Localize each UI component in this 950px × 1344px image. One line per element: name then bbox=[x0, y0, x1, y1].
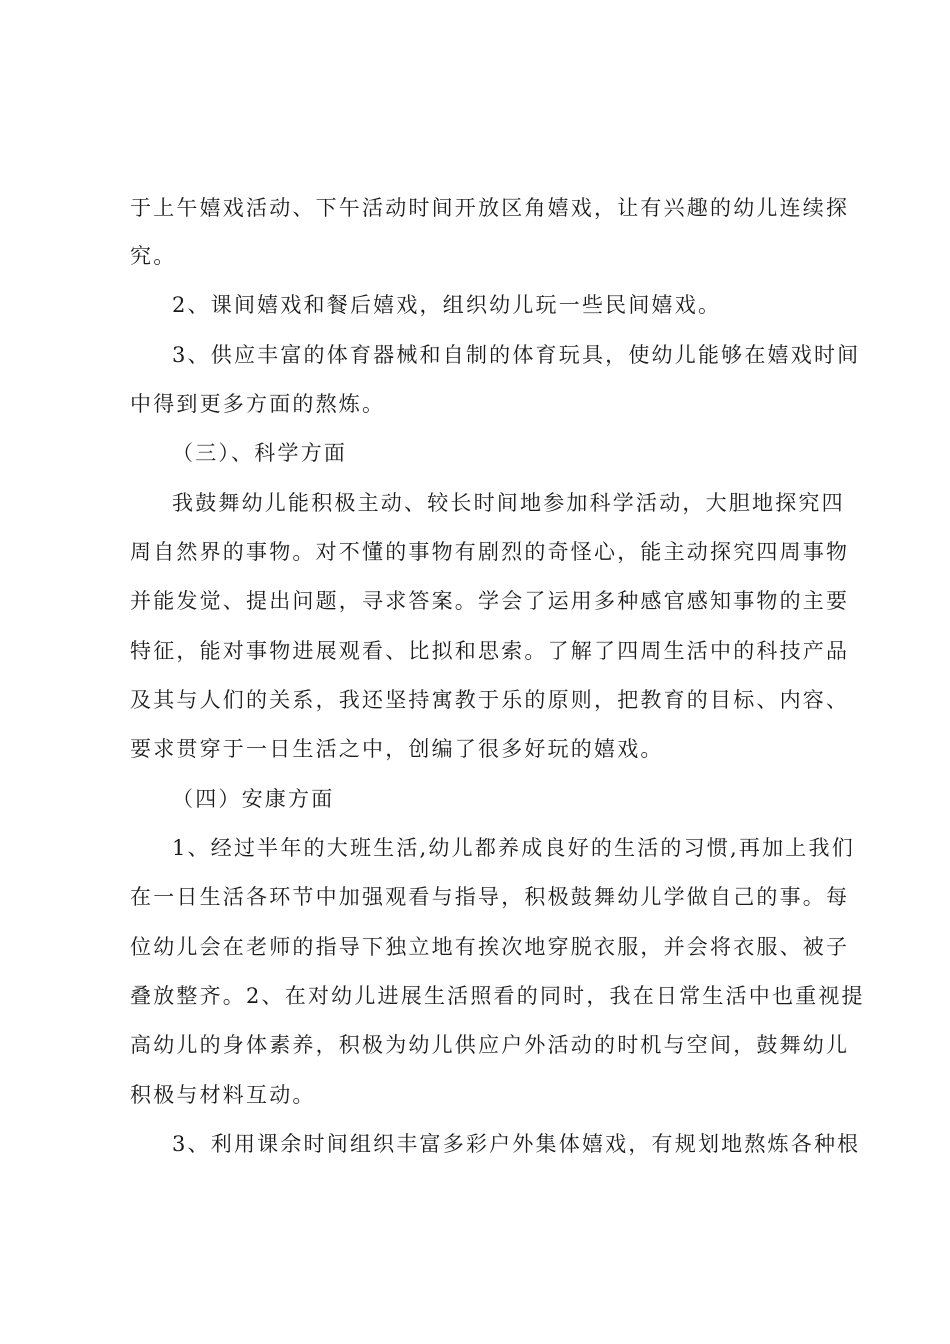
paragraph-line: 位幼儿会在老师的指导下独立地有挨次地穿脱衣服，并会将衣服、被子 bbox=[130, 935, 850, 959]
list-item-2: 2、课间嬉戏和餐后嬉戏，组织幼儿玩一些民间嬉戏。 bbox=[172, 293, 722, 317]
paragraph-line: 在一日生活各环节中加强观看与指导，积极鼓舞幼儿学做自己的事。每 bbox=[130, 885, 850, 909]
paragraph-line: 叠放整齐。2、在对幼儿进展生活照看的同时，我在日常生活中也重视提 bbox=[130, 984, 865, 1008]
list-item-3: 3、供应丰富的体育器械和自制的体育玩具，使幼儿能够在嬉戏时间 bbox=[172, 343, 861, 367]
paragraph-line: 及其与人们的关系，我还坚持寓教于乐的原则，把教育的目标、内容、 bbox=[130, 688, 850, 712]
paragraph-line: 中得到更多方面的熬炼。 bbox=[130, 392, 386, 416]
paragraph-line: 究。 bbox=[130, 244, 177, 268]
section-heading-health: （四）安康方面 bbox=[172, 787, 335, 811]
paragraph-line: 于上午嬉戏活动、下午活动时间开放区角嬉戏，让有兴趣的幼儿连续探 bbox=[130, 196, 850, 220]
paragraph-line: 高幼儿的身体素养，积极为幼儿供应户外活动的时机与空间，鼓舞幼儿 bbox=[130, 1033, 850, 1057]
paragraph-line: 并能发觉、提出问题，寻求答案。学会了运用多种感官感知事物的主要 bbox=[130, 589, 850, 613]
paragraph-line: 我鼓舞幼儿能积极主动、较长时间地参加科学活动，大胆地探究四 bbox=[172, 491, 845, 515]
list-item-3b: 3、利用课余时间组织丰富多彩户外集体嬉戏，有规划地熬炼各种根 bbox=[172, 1132, 861, 1156]
list-item-1: 1、经过半年的大班生活,幼儿都养成良好的生活的习惯,再加上我们 bbox=[172, 836, 855, 860]
paragraph-line: 周自然界的事物。对不懂的事物有剧烈的奇怪心，能主动探究四周事物 bbox=[130, 540, 850, 564]
paragraph-line: 要求贯穿于一日生活之中，创编了很多好玩的嬉戏。 bbox=[130, 737, 664, 761]
paragraph-line: 特征，能对事物进展观看、比拟和思索。了解了四周生活中的科技产品 bbox=[130, 639, 850, 663]
paragraph-line: 积极与材料互动。 bbox=[130, 1083, 316, 1107]
section-heading-science: （三）、科学方面 bbox=[172, 441, 348, 465]
